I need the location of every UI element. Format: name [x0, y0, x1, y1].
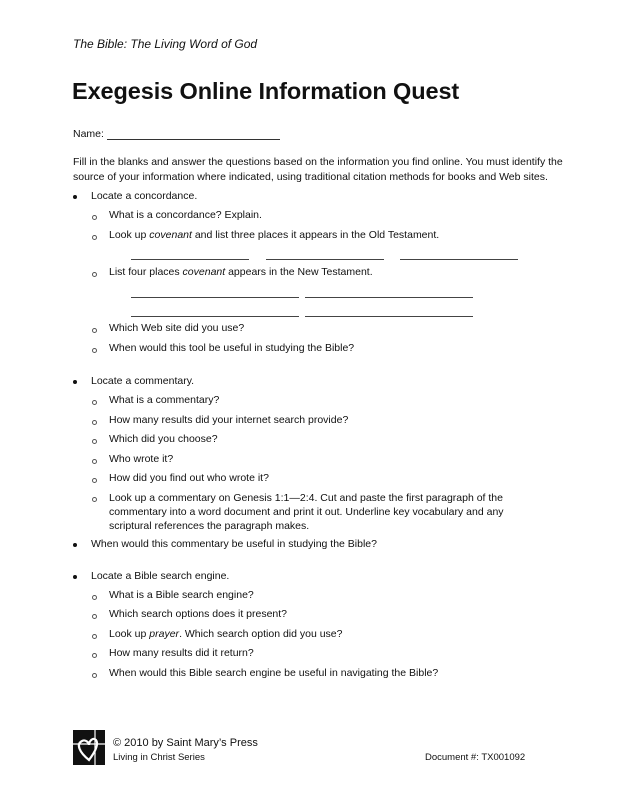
answer-blank[interactable]: [131, 316, 299, 317]
bullet-icon: [73, 195, 77, 199]
sub-bullet-icon: [92, 653, 97, 658]
section-heading: Locate a commentary.: [91, 375, 195, 387]
answer-blank[interactable]: [131, 297, 299, 298]
sub-bullet-icon: [92, 235, 97, 240]
sub-bullet-icon: [92, 459, 97, 464]
answer-blank[interactable]: [305, 316, 473, 317]
name-field: [73, 128, 280, 140]
copyright: © 2010 by Saint Mary’s Press: [113, 737, 258, 749]
sub-bullet-icon: [92, 634, 97, 639]
answer-blank[interactable]: [305, 297, 473, 298]
sub-bullet-icon: [92, 400, 97, 405]
page-title: Exegesis Online Information Quest: [72, 78, 460, 104]
sub-bullet-icon: [92, 439, 97, 444]
heart-cross-logo-icon: [73, 730, 105, 765]
sub-bullet-icon: [92, 673, 97, 678]
sub-bullet-icon: [92, 614, 97, 619]
section-heading: Locate a concordance.: [91, 190, 198, 202]
answer-blank[interactable]: [266, 259, 384, 260]
bullet-icon: [73, 575, 77, 579]
section-heading: Locate a Bible search engine.: [91, 570, 230, 582]
sub-bullet-icon: [92, 420, 97, 425]
series-title: The Bible: The Living Word of God: [73, 37, 258, 51]
sub-bullet-icon: [92, 478, 97, 483]
instructions: Fill in the blanks and answer the questions based on the information you find online. You must identify the source of your information where indicated, using traditional citation methods for books and Web sites.: [73, 156, 563, 183]
name-blank[interactable]: [107, 128, 280, 140]
sub-bullet-icon: [92, 497, 97, 502]
bullet-icon: [73, 543, 77, 547]
sub-bullet-icon: [92, 595, 97, 600]
answer-blank[interactable]: [400, 259, 518, 260]
sub-bullet-icon: [92, 272, 97, 277]
sub-bullet-icon: [92, 348, 97, 353]
sub-bullet-icon: [92, 215, 97, 220]
sub-bullet-icon: [92, 328, 97, 333]
series-name: Living in Christ Series: [113, 752, 205, 763]
name-label: Name:: [73, 128, 104, 140]
bullet-icon: [73, 380, 77, 384]
answer-blank[interactable]: [131, 259, 249, 260]
document-number: Document #: TX001092: [425, 752, 526, 763]
